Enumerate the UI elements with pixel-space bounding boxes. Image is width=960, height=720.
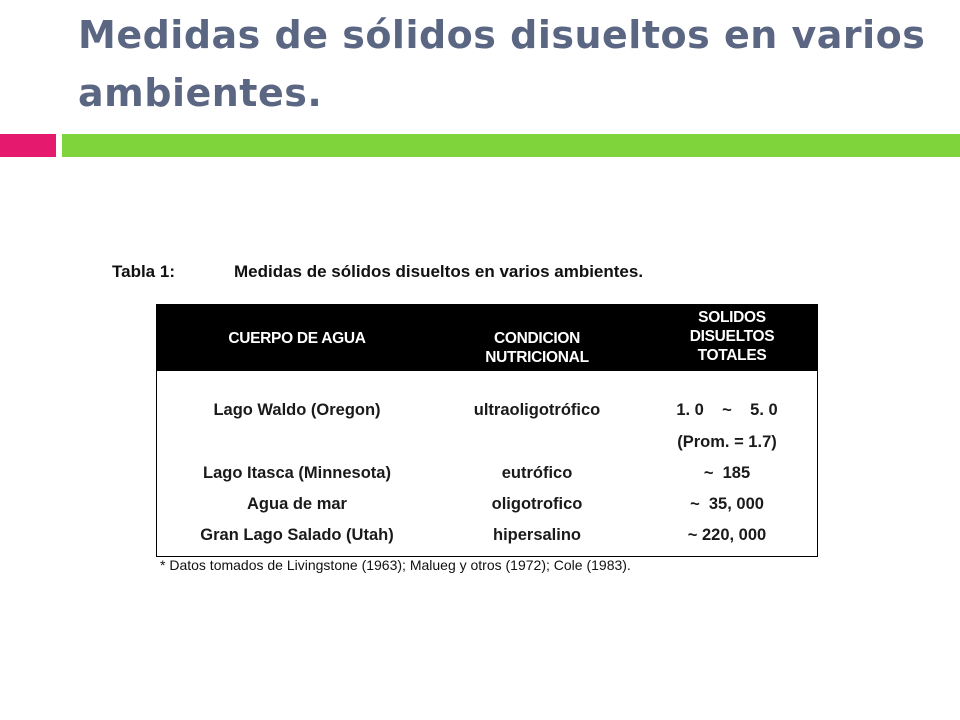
table-header bbox=[157, 305, 817, 402]
table-row-1-solids: (Prom. = 1.7) bbox=[677, 433, 777, 451]
accent-bar-green bbox=[62, 134, 960, 157]
table-row-2-condition: eutrófico bbox=[501, 464, 573, 482]
table-row-3-condition: oligotrofico bbox=[491, 495, 583, 513]
slide-title: Medidas de sólidos disueltos en varios ambientes. bbox=[78, 13, 926, 115]
table-caption-label: Tabla 1: bbox=[112, 262, 175, 281]
table-row-0-solids: 1. 0 ~ 5. 0 bbox=[676, 401, 778, 419]
table-row-4-condition: hipersalino bbox=[492, 526, 582, 544]
table-row-2-solids: ~ 185 bbox=[703, 464, 751, 482]
table-row-0-condition: ultraoligotrófico bbox=[473, 401, 601, 419]
table-row-4-body: Gran Lago Salado (Utah) bbox=[200, 526, 394, 544]
header-water-body: CUERPO DE AGUA bbox=[228, 330, 366, 347]
header-nutritional-condition: CONDICION NUTRICIONAL bbox=[485, 330, 589, 366]
table-caption-text: Medidas de sólidos disueltos en varios ambientes. bbox=[234, 262, 644, 281]
table-footnote: * Datos tomados de Livingstone (1963); Malueg y otros (1972); Cole (1983). bbox=[160, 557, 631, 573]
table-row-0-body: Lago Waldo (Oregon) bbox=[213, 401, 381, 419]
table-row-4-solids: ~ 220, 000 bbox=[687, 526, 767, 544]
accent-bar-pink bbox=[0, 134, 56, 157]
table-row-3-body: Agua de mar bbox=[247, 495, 347, 513]
table-row-2-body: Lago Itasca (Minnesota) bbox=[203, 464, 391, 482]
data-table bbox=[156, 304, 818, 557]
header-dissolved-solids: SOLIDOS DISUELTOS TOTALES (ppm) bbox=[689, 309, 775, 402]
table-caption bbox=[112, 262, 812, 282]
table-row-3-solids: ~ 35, 000 bbox=[690, 495, 764, 513]
